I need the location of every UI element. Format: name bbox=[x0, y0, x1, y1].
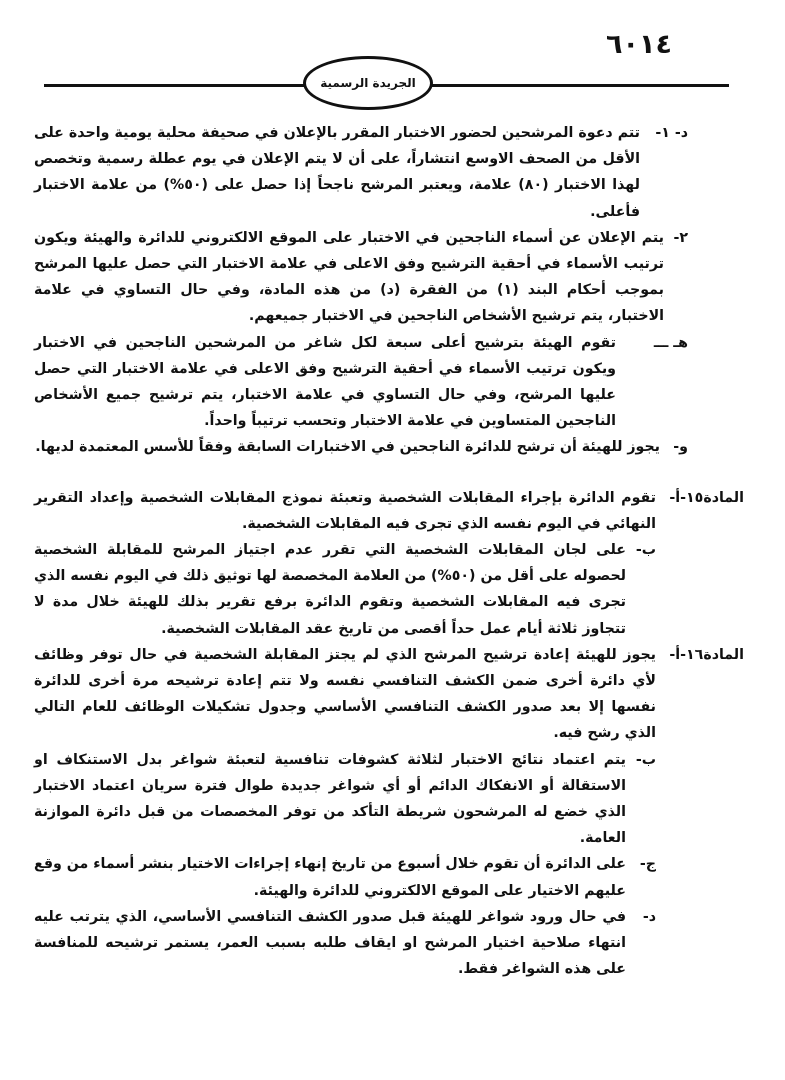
clause-text: يتم اعتماد نتائج الاختبار لثلاثة كشوفات تنافسية لتعبئة شواغر بدل الاستنكاف او الاستقالة أو الانفكاك الدائم أو أي شواغر جديدة طوال فترة سريان اعتماد الاختبار الذي خضع له المرشحون شريطة التأكد من توفر المخصصات من قبل دائرة الموازنة العامة. bbox=[34, 751, 626, 847]
article-16-b bbox=[34, 747, 744, 852]
article-15-b bbox=[34, 537, 744, 642]
clause-label: ج- bbox=[639, 856, 656, 873]
clause-label: ب- bbox=[635, 542, 656, 559]
clause-text: في حال ورود شواغر للهيئة قبل صدور الكشف التنافسي الأساسي، الذي يترتب عليه انتهاء صلاحية اختيار المرشح او ايقاف طلبه بسبب العمر، يستمر ترشيحه للمنافسة على هذه الشواغر فقط. bbox=[34, 908, 626, 978]
article-16-a bbox=[34, 642, 744, 747]
article-15-a bbox=[34, 485, 744, 537]
page-number: ٦٠١٤ bbox=[606, 29, 672, 60]
clause-d-1 bbox=[34, 120, 744, 225]
gazette-masthead-oval bbox=[303, 56, 433, 110]
clause-label: د- ١- bbox=[655, 125, 688, 141]
article-body bbox=[34, 120, 744, 983]
clause-text: على الدائرة أن تقوم خلال أسبوع من تاريخ إنهاء إجراءات الاختيار بنشر أسماء من وقع عليهم الاختيار على الموقع الالكتروني للدائرة والهيئة. bbox=[34, 856, 626, 899]
clause-label: د- bbox=[642, 908, 656, 925]
clause-text: يجوز للهيئة أن ترشح للدائرة الناجحين في الاختبارات السابقة وفقاً للأسس المعتمدة لديها. bbox=[35, 439, 660, 456]
article-16-c bbox=[34, 851, 744, 903]
clause-label: ب- bbox=[635, 751, 656, 768]
clause-text: تقوم الدائرة بإجراء المقابلات الشخصية وتعبئة نموذج المقابلات الشخصية وإعداد التقرير النهائي في اليوم نفسه الذي تجرى فيه المقابلات الشخصية. bbox=[34, 489, 656, 532]
clause-2 bbox=[34, 225, 744, 330]
clause-text: على لجان المقابلات الشخصية التي تقرر عدم اجتياز المرشح للمقابلة الشخصية لحصوله على أقل من (٥٠%) من العلامة المخصصة لها توثيق ذلك في اليوم نفسه الذي تجرى فيه المقابلات الشخصية وتقوم الدائرة برفع تقرير بذلك للهيئة خلال مدة لا تتجاوز ثلاثة أيام عمل حداً أقصى من تاريخ عقد المقابلات الشخصية. bbox=[34, 542, 626, 637]
clause-text: تقوم الهيئة بترشيح أعلى سبعة لكل شاغر من المرشحين الناجحين في الاختبار ويكون ترتيب الأسماء في أحقية الترشيح وفق الاعلى في علامة الاختبار التي حصل عليها المرشح، وفي حال التساوي في علامة الاختبار، يتم ترشيح جميع الأشخاص الناجحين المتساوين في علامة الاختبار وتحسب ترتيباً واحداً. bbox=[34, 334, 616, 430]
gazette-name: الجريدة الرسمية bbox=[320, 76, 416, 90]
clause-label: ٢- bbox=[673, 229, 688, 246]
clause-h bbox=[34, 330, 744, 435]
clause-text: يتم الإعلان عن أسماء الناجحين في الاختبار على الموقع الالكتروني للدائرة والهيئة ويكون ترتيب الأسماء في أحقية الترشيح وفق الاعلى في علامة الاختبار التي حصل عليها المرشح بموجب أحكام البند (١) من الفقرة (د) من هذه المادة، وفي حال التساوي في علامة الاختبار، يتم ترشيح الأشخاص الناجحين في الاختبار جميعهم. bbox=[34, 229, 664, 325]
article-label: المادة١٥-أ- bbox=[669, 489, 744, 506]
clause-text: تتم دعوة المرشحين لحضور الاختبار المقرر بالإعلان في صحيفة محلية يومية واحدة على الأقل من الصحف الاوسع انتشاراً، على أن لا يتم الإعلان في يوم عطلة رسمية وتخصص لهذا الاختبار (٨٠) علامة، ويعتبر المرشح ناجحاً إذا حصل على (٥٠%) من علامة الاختبار فأعلى. bbox=[34, 125, 640, 220]
article-16-d bbox=[34, 904, 744, 983]
clause-label: و- bbox=[673, 439, 688, 456]
section-gap bbox=[34, 461, 744, 485]
clause-text: يجوز للهيئة إعادة ترشيح المرشح الذي لم يجتز المقابلة الشخصية في حال توفر وظائف لأي دائرة أخرى ضمن الكشف التنافسي نفسه ولا تتم إعادة ترشيحه مرة أخرى للدائرة نفسها إلا بعد صدور الكشف التنافسي الأساسي وجدول تشكيلات الوظائف للعام التالي الذي رشح فيه. bbox=[34, 646, 656, 742]
clause-w bbox=[34, 434, 744, 460]
article-label: المادة١٦-أ- bbox=[669, 646, 744, 663]
clause-label: هـ ـــ bbox=[653, 334, 688, 351]
